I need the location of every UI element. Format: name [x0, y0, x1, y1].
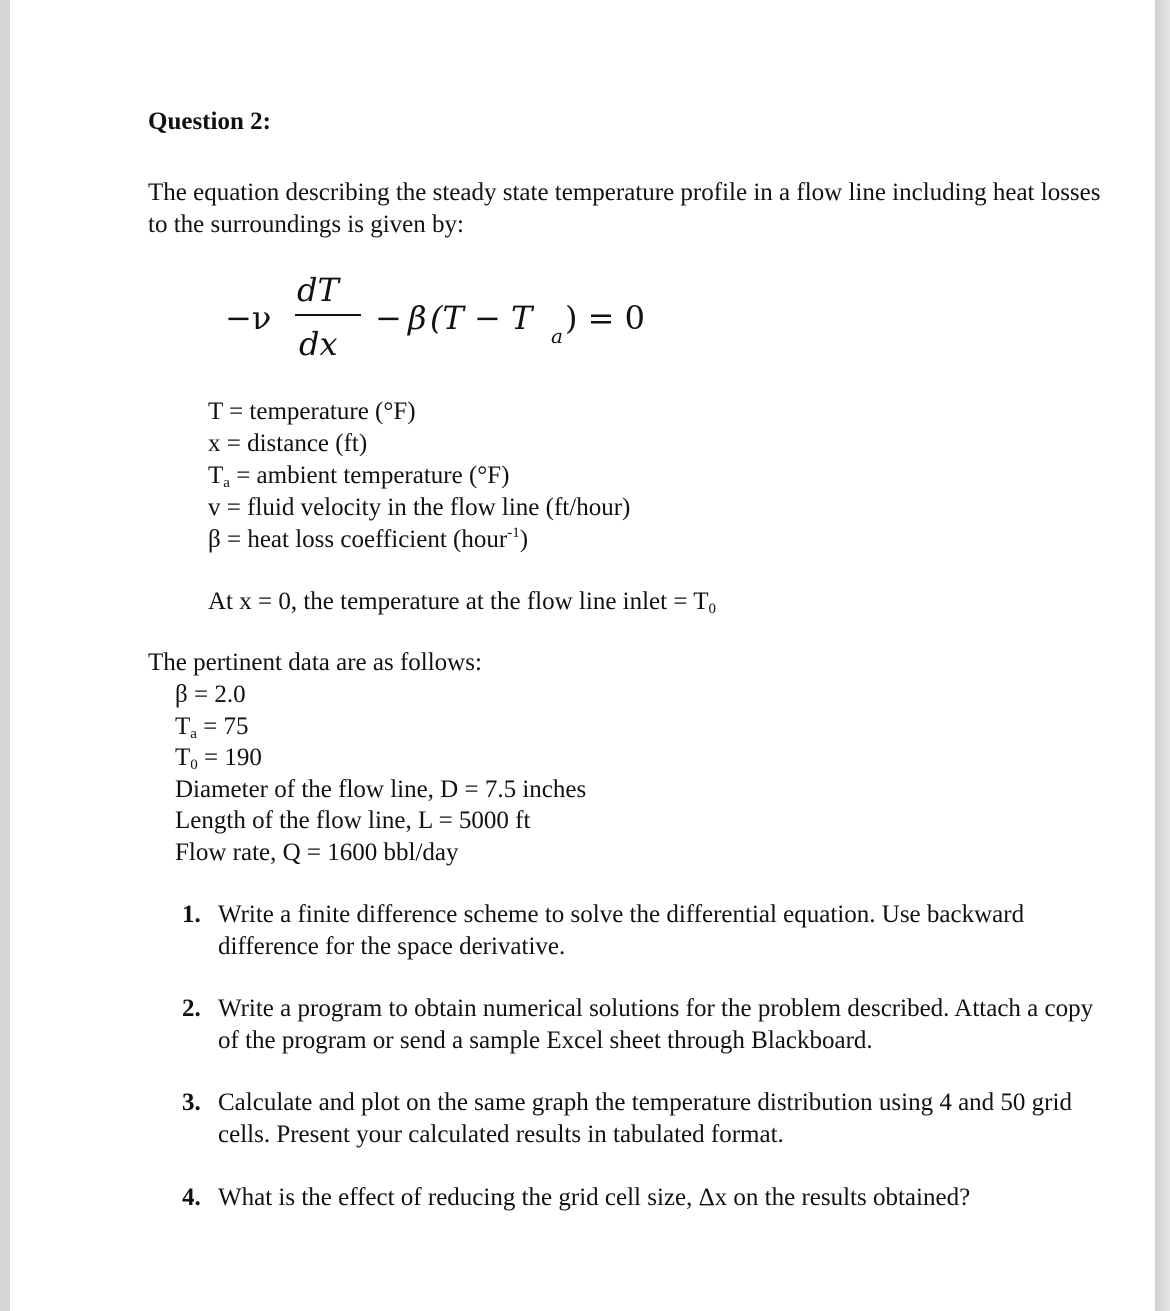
document-page — [10, 0, 1155, 1311]
eq-denominator: dx — [299, 325, 338, 363]
question-item-4: 4. What is the effect of reducing the grid cell size, Δx on the results obtained? — [182, 1184, 971, 1211]
data-item: $T_a = 75$ — [175, 712, 249, 742]
question-item-3: 3. Calculate and plot on the same graph the temperature distribution using 4 and 50 grid cells. Present your calculated results in tabulated format. — [182, 1089, 1072, 1148]
eq-paren-group: (T − T — [430, 299, 533, 337]
eq-numerator: dT — [297, 271, 339, 309]
eq-beta: β — [408, 299, 427, 337]
definition-line: $T_a$ = ambient temperature (°F) — [208, 462, 510, 491]
eq-rhs: ) = 0 — [565, 299, 645, 337]
question-title: Question 2: — [148, 108, 271, 135]
eq-sub-a: a — [551, 324, 563, 348]
eq-minus: − — [375, 299, 402, 337]
data-item: Length of the flow line, L = 5000 ft — [175, 807, 531, 834]
variable-definitions — [208, 396, 908, 556]
eq-velocity-term: −ν — [225, 299, 272, 337]
data-item: Diameter of the flow line, D = 7.5 inches — [175, 775, 587, 803]
question-item-1: 1. Write a finite difference scheme to solve the differential equation. Use backward difference for the space derivative. — [182, 901, 1025, 960]
definition-line: β = heat loss coefficient (hour$^{-1}$) — [208, 525, 529, 553]
eq-fraction-bar — [295, 314, 361, 316]
governing-equation — [225, 272, 685, 367]
question-item-2: 2. Write a program to obtain numerical solutions for the problem described. Attach a copy of the program or send a sample Excel sheet through Blackboard. — [182, 995, 1094, 1054]
data-item: $T_0 = 190$ — [175, 744, 262, 773]
intro-paragraph: The equation describing the steady state temperature profile in a flow line including heat losses to the surroundings is given by: — [148, 179, 1101, 238]
definition-line: x = distance (ft) — [208, 430, 368, 457]
page-edge-shadow — [1155, 0, 1170, 1311]
boundary-condition: At x = 0, the temperature at the flow line inlet = $T_0$ — [208, 588, 717, 617]
definition-line: v = fluid velocity in the flow line (ft/hour) — [208, 494, 631, 521]
data-item: β = 2.0 — [175, 681, 246, 708]
data-heading: The pertinent data are as follows: — [148, 649, 482, 676]
definition-line: T = temperature (°F) — [208, 398, 416, 425]
data-list — [175, 679, 875, 868]
data-item: Flow rate, Q = 1600 bbl/day — [175, 838, 459, 866]
